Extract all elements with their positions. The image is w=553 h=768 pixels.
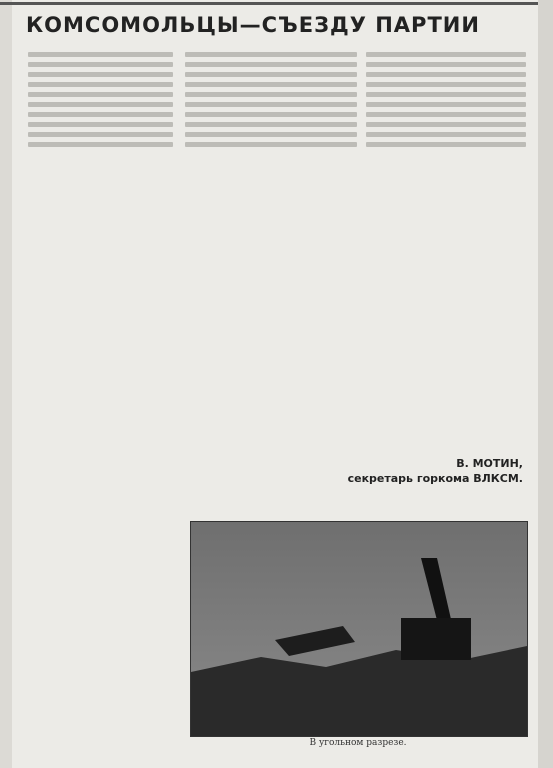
column-3-placeholder xyxy=(366,52,526,147)
photo-caption: В угольном разрезе. xyxy=(309,738,407,748)
signature-name: В. МОТИН, xyxy=(456,457,523,470)
article-title: КОМСОМОЛЬЦЫ—СЪЕЗДУ ПАРТИИ xyxy=(26,13,480,37)
page-right-edge xyxy=(538,0,553,768)
coal-mining-photo xyxy=(191,522,527,736)
signature-role: секретарь горкома ВЛКСМ. xyxy=(347,472,523,485)
column-1-placeholder xyxy=(28,52,173,147)
article-photo xyxy=(190,521,528,737)
page-left-edge xyxy=(0,0,12,768)
top-rule xyxy=(0,2,553,5)
column-2-placeholder xyxy=(185,52,357,147)
